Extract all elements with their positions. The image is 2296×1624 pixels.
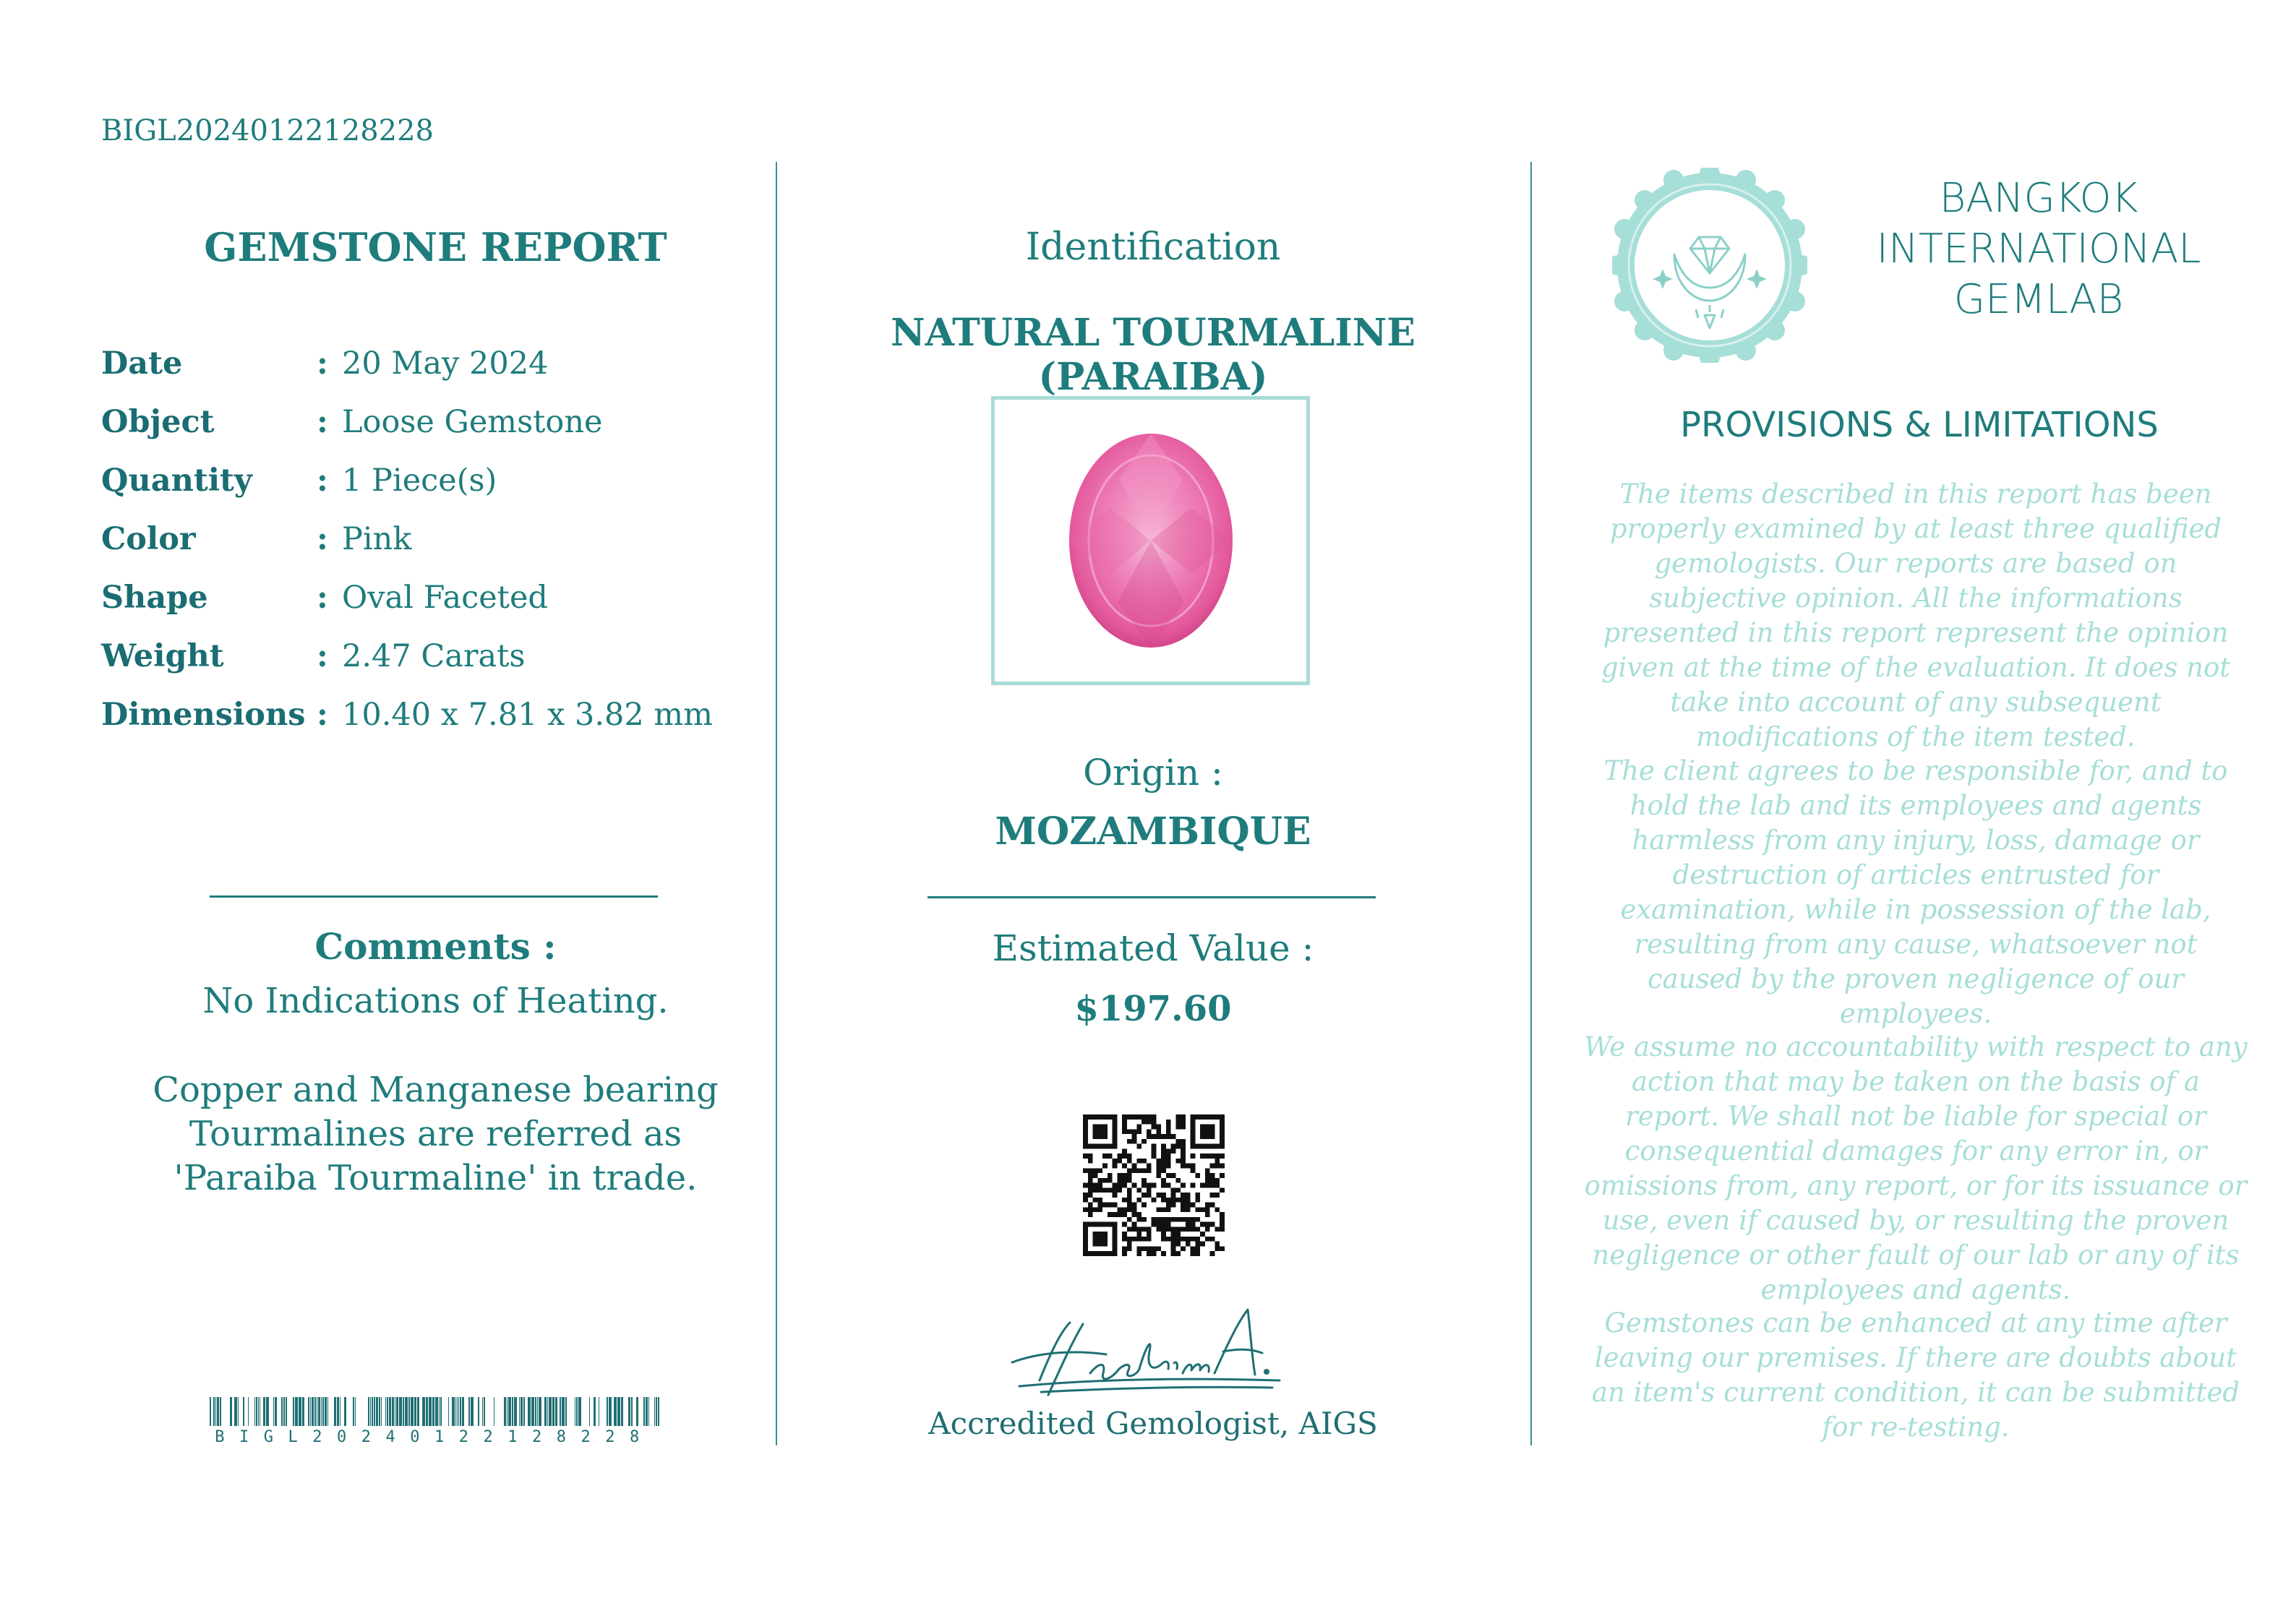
provisions-paragraph-3: We assume no accountability with respect to any action that may be taken on the basis of a report. We shall not be liable for special or consequential damages for any error in, or omissions from, any report, or for its issuance or use, even if caused by, or resulting the proven negligence or other fault of our lab or any of its employees and agents.: [1584, 1031, 2248, 1305]
field-colon: :: [317, 580, 328, 616]
lab-name: [1851, 173, 2227, 325]
report-title: GEMSTONE REPORT: [204, 224, 667, 270]
comments-rule: [210, 895, 658, 898]
lab-name-line3: GEMLAB: [1953, 276, 2124, 323]
barcode: [210, 1397, 659, 1426]
comment-paraiba: Copper and Manganese bearing Tourmalines are referred as 'Paraiba Tourmaline' in trade.: [153, 1070, 719, 1198]
column-divider-right: [1530, 162, 1532, 1445]
field-label: Shape: [101, 580, 208, 616]
gemstone-photo: [995, 400, 1306, 682]
origin-value: MOZAMBIQUE: [995, 809, 1311, 854]
gemologist-signature: [998, 1294, 1301, 1402]
field-label: Weight: [101, 638, 224, 674]
field-label: Object: [101, 404, 215, 440]
provisions-title: PROVISIONS & LIMITATIONS: [1680, 405, 2159, 445]
field-colon: :: [317, 638, 328, 674]
report-id: BIGL20240122128228: [101, 114, 434, 147]
field-colon: :: [317, 463, 328, 499]
field-value: 1 Piece(s): [342, 463, 497, 499]
comments-title: Comments :: [314, 925, 557, 968]
field-colon: :: [317, 345, 328, 382]
field-colon: :: [317, 521, 328, 557]
field-value: 2.47 Carats: [342, 638, 526, 674]
field-value: Oval Faceted: [342, 580, 548, 616]
value-rule: [928, 896, 1376, 898]
origin-label: Origin :: [1083, 752, 1223, 794]
field-label: Quantity: [101, 463, 252, 499]
qr-code[interactable]: [1083, 1114, 1225, 1256]
field-value: Loose Gemstone: [342, 404, 603, 440]
gemologist-title: Accredited Gemologist, AIGS: [928, 1406, 1378, 1441]
field-colon: :: [317, 404, 328, 440]
identification-name: NATURAL TOURMALINE (PARAIBA): [891, 311, 1415, 399]
lab-name-line2: INTERNATIONAL: [1876, 225, 2201, 272]
field-label: Color: [101, 521, 196, 557]
provisions-paragraph-4: Gemstones can be enhanced at any time after leaving our premises. If there are doubts about an item's current condition, it can be submitted for re-testing.: [1591, 1307, 2240, 1443]
provisions-paragraph-1: The items described in this report has been properly examined by at least three qualified gemologists. Our reports are based on subjective opinion. All the informations presented in this report represent the opinion given at the time of the evaluation. It does not take into account of any subsequent modifications of the item tested.: [1601, 478, 2231, 752]
field-value: Pink: [342, 521, 412, 557]
barcode-text: BIGL20240122128228: [215, 1428, 654, 1446]
lab-name-line1: BANGKOK: [1939, 175, 2138, 222]
field-label: Dimensions: [101, 697, 306, 733]
identification-label: Identification: [1025, 225, 1281, 269]
field-value: 10.40 x 7.81 x 3.82 mm: [342, 697, 713, 733]
field-colon: :: [317, 697, 328, 733]
lab-seal-logo: [1612, 168, 1807, 363]
comment-heating: No Indications of Heating.: [202, 981, 669, 1021]
estimated-value: $197.60: [1074, 989, 1232, 1029]
field-value: 20 May 2024: [342, 345, 549, 382]
estimated-value-label: Estimated Value :: [992, 927, 1314, 969]
gemstone-photo-frame: [991, 396, 1310, 685]
field-label: Date: [101, 345, 183, 382]
provisions-paragraph-2: The client agrees to be responsible for, and to hold the lab and its employees and agents harmless from any injury, loss, damage or destruction of articles entrusted for examination, while in possession of the lab, resulting from any cause, whatsoever not caused by the proven negligence of our employees.: [1603, 755, 2228, 1029]
